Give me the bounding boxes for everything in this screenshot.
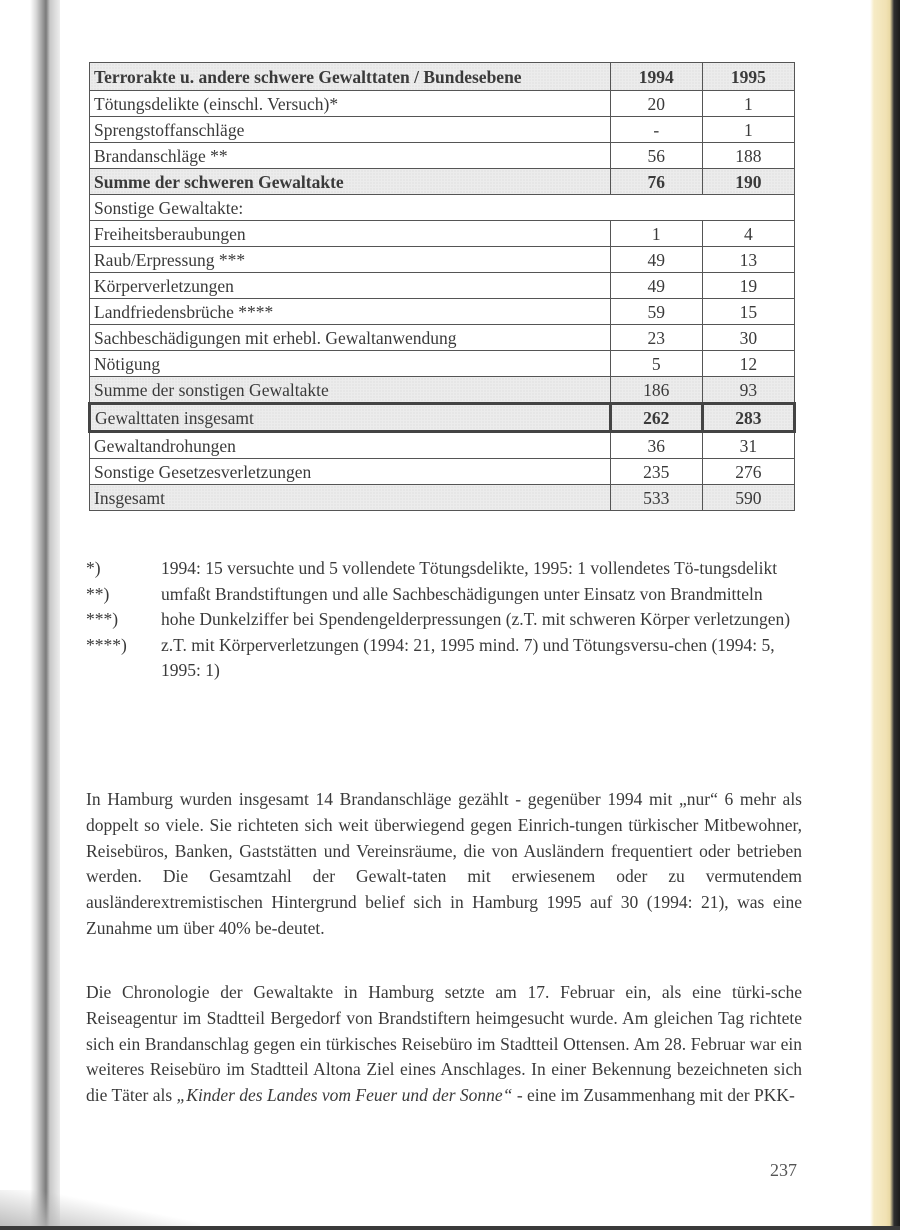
table-row bbox=[90, 91, 795, 117]
table-row bbox=[90, 221, 795, 247]
footnote bbox=[86, 607, 798, 633]
value-1995: 30 bbox=[702, 325, 794, 351]
table-row bbox=[90, 117, 795, 143]
row-label: Landfriedensbrüche **** bbox=[90, 299, 611, 325]
section-heading: Sonstige Gewaltakte: bbox=[90, 195, 795, 221]
value-1995: 276 bbox=[702, 459, 794, 485]
body-paragraph: In Hamburg wurden insgesamt 14 Brandanschläge gezählt - gegenüber 1994 mit „nur“ 6 mehr als doppelt so viele. Sie richteten sich weit überwiegend gegen Einrich-tungen türkischer Mitbewohner, Reisebüros, Banken, Gaststätten und Vereinsräume, die von Ausländern frequentiert oder betrieben werden. Die Gesamtzahl der Gewalt-taten mit erwiesenem oder zu vermutendem ausländerextremistischen Hintergrund belief sich in Hamburg 1995 auf 30 (1994: 21), was eine Zunahme um über 40% be-deutet. bbox=[86, 789, 802, 938]
header-1994: 1994 bbox=[610, 63, 702, 91]
value-1995: 19 bbox=[702, 273, 794, 299]
row-label: Summe der sonstigen Gewaltakte bbox=[90, 377, 611, 404]
row-label: Gewalttaten insgesamt bbox=[90, 404, 611, 432]
row-label: Gewaltandrohungen bbox=[90, 432, 611, 459]
footnotes bbox=[86, 556, 798, 684]
value-1994: 59 bbox=[610, 299, 702, 325]
value-1995: 12 bbox=[702, 351, 794, 377]
footnote-mark: *) bbox=[86, 558, 101, 578]
value-1994: - bbox=[610, 117, 702, 143]
bottom-edge bbox=[0, 1226, 900, 1230]
table-row bbox=[90, 273, 795, 299]
quoted-group-name: „Kinder des Landes vom Feuer und der Sonne“ bbox=[176, 1085, 513, 1106]
value-1995: 190 bbox=[702, 169, 794, 195]
footnote bbox=[86, 633, 798, 684]
row-label: Nötigung bbox=[90, 351, 611, 377]
table-row bbox=[90, 459, 795, 485]
value-1994: 533 bbox=[610, 485, 702, 511]
table-row bbox=[90, 351, 795, 377]
row-label: Tötungsdelikte (einschl. Versuch)* bbox=[90, 91, 611, 117]
value-1994: 49 bbox=[610, 273, 702, 299]
value-1994: 76 bbox=[610, 169, 702, 195]
value-1994: 186 bbox=[610, 377, 702, 404]
row-label: Freiheitsberaubungen bbox=[90, 221, 611, 247]
footnote bbox=[86, 582, 798, 608]
value-1995: 590 bbox=[702, 485, 794, 511]
header-1995: 1995 bbox=[702, 63, 794, 91]
row-label: Raub/Erpressung *** bbox=[90, 247, 611, 273]
value-1995: 283 bbox=[702, 404, 794, 432]
footnote-mark: ****) bbox=[86, 634, 127, 655]
subtotal-row-other bbox=[90, 377, 795, 404]
value-1995: 93 bbox=[702, 377, 794, 404]
value-1995: 15 bbox=[702, 299, 794, 325]
table-header-row bbox=[90, 63, 795, 91]
table-row bbox=[90, 299, 795, 325]
value-1994: 56 bbox=[610, 143, 702, 169]
value-1995: 31 bbox=[702, 432, 794, 459]
section-heading-row bbox=[90, 195, 795, 221]
book-gutter-shadow bbox=[0, 0, 60, 1230]
paragraph-text: - eine im Zusammenhang mit der PKK- bbox=[512, 1085, 795, 1106]
total-violence-row bbox=[90, 404, 795, 432]
value-1994: 49 bbox=[610, 247, 702, 273]
table-row bbox=[90, 247, 795, 273]
row-label: Sonstige Gesetzesverletzungen bbox=[90, 459, 611, 485]
footnote-mark: ***) bbox=[86, 609, 119, 629]
body-paragraph bbox=[86, 980, 802, 1109]
value-1994: 20 bbox=[610, 91, 702, 117]
row-label: Insgesamt bbox=[90, 485, 611, 511]
gutter-corner-shadow bbox=[0, 1190, 200, 1230]
value-1995: 1 bbox=[702, 117, 794, 143]
value-1995: 1 bbox=[702, 91, 794, 117]
footnote bbox=[86, 556, 798, 582]
violence-statistics-table bbox=[88, 62, 796, 511]
value-1994: 36 bbox=[610, 432, 702, 459]
footnote-text: 1994: 15 versuchte und 5 vollendete Tötungsdelikte, 1995: 1 vollendetes Tö-tungsdelikt bbox=[161, 558, 778, 578]
value-1994: 235 bbox=[610, 459, 702, 485]
value-1994: 262 bbox=[610, 404, 702, 432]
footnote-text: hohe Dunkelziffer bei Spendengelderpressungen (z.T. mit schweren Körper verletzungen) bbox=[161, 609, 791, 629]
table-row bbox=[90, 325, 795, 351]
table-row bbox=[90, 143, 795, 169]
row-label: Sachbeschädigungen mit erhebl. Gewaltanwendung bbox=[90, 325, 611, 351]
row-label: Summe der schweren Gewaltakte bbox=[90, 169, 611, 195]
page-edge bbox=[870, 0, 900, 1230]
value-1994: 5 bbox=[610, 351, 702, 377]
paragraph-text: Die Chronologie der Gewaltakte in Hamburg setzte am 17. Februar ein, als eine türki-sche Reiseagentur im Stadtteil Bergedorf von Brandstiftern heimgesucht wurde. Am gleichen Tag richtete sich ein Brandanschlag gegen ein türkisches Reisebüro im Stadtteil Ottensen. Am 28. Februar war ein weiteres Reisebüro im Stadtteil Altona Ziel eines Anschlages. In einer Bekennung bezeichneten sich die Täter als bbox=[86, 982, 802, 1106]
subtotal-row-severe bbox=[90, 169, 795, 195]
footnote-text: z.T. mit Körperverletzungen (1994: 21, 1995 mind. 7) und Tötungsversu-chen (1994: 5, 1995: 1) bbox=[161, 634, 775, 680]
grand-total-row bbox=[90, 485, 795, 511]
value-1995: 4 bbox=[702, 221, 794, 247]
row-label: Sprengstoffanschläge bbox=[90, 117, 611, 143]
table-row bbox=[90, 432, 795, 459]
value-1994: 1 bbox=[610, 221, 702, 247]
value-1995: 13 bbox=[702, 247, 794, 273]
row-label: Körperverletzungen bbox=[90, 273, 611, 299]
row-label: Brandanschläge ** bbox=[90, 143, 611, 169]
footnote-mark: **) bbox=[86, 583, 110, 604]
header-category: Terrorakte u. andere schwere Gewalttaten / Bundesebene bbox=[90, 63, 611, 91]
value-1995: 188 bbox=[702, 143, 794, 169]
footnote-text: umfaßt Brandstiftungen und alle Sachbeschädigungen unter Einsatz von Brandmitteln bbox=[161, 583, 763, 604]
value-1994: 23 bbox=[610, 325, 702, 351]
page-number: 237 bbox=[770, 1160, 797, 1180]
